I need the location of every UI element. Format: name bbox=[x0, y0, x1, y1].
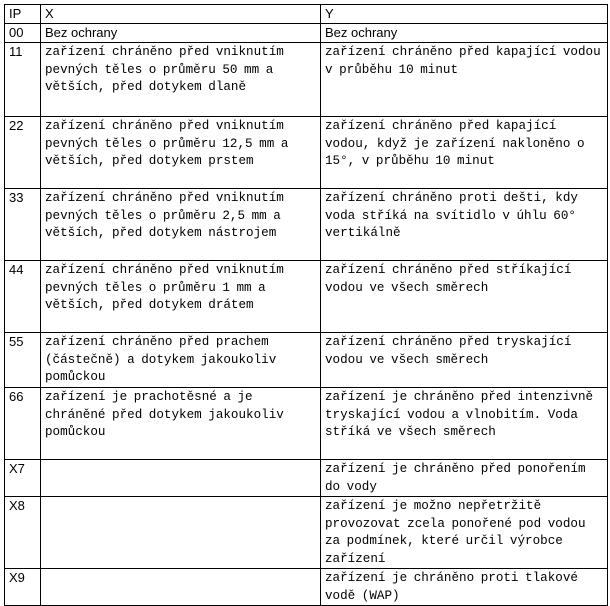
row-ip-code: 55 bbox=[5, 333, 41, 388]
row-ip-code: X7 bbox=[5, 460, 41, 497]
row-y-description: zařízení je chráněno před intenzivně tryskající vodou a vlnobitím. Voda stříká ve všech směrech bbox=[321, 388, 608, 460]
row-x-description: zařízení chráněno před prachem (částečně) a dotykem jakoukoliv pomůckou bbox=[41, 333, 321, 388]
header-y: Y bbox=[321, 5, 608, 24]
table-row-x7 bbox=[5, 460, 608, 497]
row-y-description: zařízení je chráněno před ponořením do vody bbox=[321, 460, 608, 497]
row-ip-code: 33 bbox=[5, 189, 41, 261]
table-header-row bbox=[5, 5, 608, 24]
row-ip-code: 00 bbox=[5, 24, 41, 43]
header-ip: IP bbox=[5, 5, 41, 24]
table-row-11 bbox=[5, 43, 608, 117]
row-y-description: zařízení chráněno proti dešti, kdy voda stříká na svítidlo v úhlu 60° vertikálně bbox=[321, 189, 608, 261]
row-x-description: zařízení chráněno před vniknutím pevných těles o průměru 2,5 mm a větších, před dotykem nástrojem bbox=[41, 189, 321, 261]
row-x-description bbox=[41, 497, 321, 569]
row-ip-code: X9 bbox=[5, 569, 41, 606]
table-row-55 bbox=[5, 333, 608, 388]
row-y-description: zařízení chráněno před kapající vodou v průběhu 10 minut bbox=[321, 43, 608, 117]
row-y-description: Bez ochrany bbox=[321, 24, 608, 43]
row-x-description: Bez ochrany bbox=[41, 24, 321, 43]
row-x-description: zařízení chráněno před vniknutím pevných těles o průměru 50 mm a větších, před dotykem dlaně bbox=[41, 43, 321, 117]
row-ip-code: 11 bbox=[5, 43, 41, 117]
row-y-description: zařízení je možno nepřetržitě provozovat zcela ponořené pod vodou za podmínek, které určil výrobce zařízení bbox=[321, 497, 608, 569]
table-row-44 bbox=[5, 261, 608, 333]
row-x-description: zařízení je prachotěsné a je chráněné před dotykem jakoukoliv pomůckou bbox=[41, 388, 321, 460]
table-row-x9 bbox=[5, 569, 608, 606]
ip-rating-table bbox=[4, 4, 608, 606]
row-y-description: zařízení je chráněno proti tlakové vodě (WAP) bbox=[321, 569, 608, 606]
row-y-description: zařízení chráněno před stříkající vodou ve všech směrech bbox=[321, 261, 608, 333]
table-row-00 bbox=[5, 24, 608, 43]
table-row-x8 bbox=[5, 497, 608, 569]
row-x-description bbox=[41, 569, 321, 606]
row-x-description: zařízení chráněno před vniknutím pevných těles o průměru 1 mm a větších, před dotykem drátem bbox=[41, 261, 321, 333]
header-x: X bbox=[41, 5, 321, 24]
row-x-description bbox=[41, 460, 321, 497]
table-row-66 bbox=[5, 388, 608, 460]
row-ip-code: 66 bbox=[5, 388, 41, 460]
row-y-description: zařízení chráněno před kapající vodou, když je zařízení nakloněno o 15°, v průběhu 10 minut bbox=[321, 117, 608, 189]
row-ip-code: 22 bbox=[5, 117, 41, 189]
row-y-description: zařízení chráněno před tryskající vodou ve všech směrech bbox=[321, 333, 608, 388]
row-ip-code: X8 bbox=[5, 497, 41, 569]
table-row-22 bbox=[5, 117, 608, 189]
row-x-description: zařízení chráněno před vniknutím pevných těles o průměru 12,5 mm a větších, před dotykem prstem bbox=[41, 117, 321, 189]
row-ip-code: 44 bbox=[5, 261, 41, 333]
table-row-33 bbox=[5, 189, 608, 261]
